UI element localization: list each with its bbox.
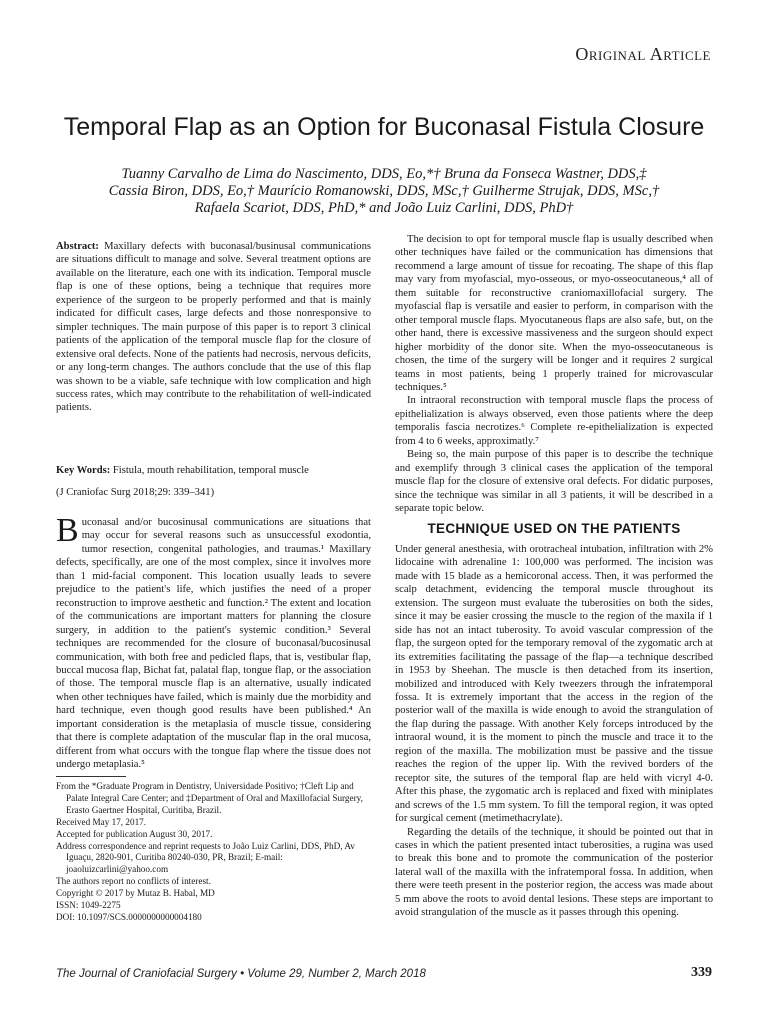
footnote-issn: ISSN: 1049-2275 (56, 900, 121, 911)
page-number: 339 (691, 965, 712, 980)
footnotes (56, 781, 371, 924)
author-line: Cassia Biron, DDS, Eo,† Maurício Romanowski, DDS, MSc,† Guilherme Strujak, DDS, MSc,† (108, 183, 660, 199)
abstract-label: Abstract: (56, 241, 99, 252)
paragraph: Being so, the main purpose of this paper is to describe the technique and exemplify through 3 clinical cases the application of the temporal muscle flap for the closure of extensive oral defects. For didatic purposes, since the technique was similar in all 3 patients, it will be described in a separate topic below. (395, 449, 713, 515)
paragraph: Under general anesthesia, with orotracheal intubation, infiltration with 2% lidocaine with adrenaline 1: 100,000 was performed. The incision was made with 15 blade as a hemicoronal access. Then, it was performed the scalp detachment, evidencing the temporal muscle throughout its extension. The surgeon must evaluate the tuberosities on both the sides, since it may be easier crossing the muscle to the region of the maxila if 1 side has not an intact tuberosity. To avoid vascular compression of the flap, the surgeon opted for the temporary removal of the zygomatic arch at its extremities facilitating the passage of the flap—a technique described in 1953 by Sheehan. The muscle is then detached from its insertion, mobilized and introduced with Kely tweezers through the infratemporal fossa. It is extremely important that the access in the region of the posterior wall of the maxilla is wide enough to avoid the strangulation of the flap during the passage. With another Kely forceps introduced by the intraoral wound, it is the moment to pinch the muscle and trace it to the region of the maxilla. The mobilization must be passive and the tissue reaches the region of the upper lip. With the revived borders of the receptor site, the sutures of the temporal flap are held with vicryl 4-0. After this phase, the zygomatic arch is replaced and fixed with miniplates and screws of the 1.5 mm system. To fill the temporal region, it was opted for surgical cement (metimethacrylate). (395, 544, 713, 825)
footnote-doi: DOI: 10.1097/SCS.0000000000004180 (56, 911, 202, 922)
footnote-conflicts: The authors report no conflicts of interest. (56, 876, 211, 887)
paragraph: In intraoral reconstruction with temporal muscle flaps the process of epithelialization is always observed, even those patients where the deep temporalis fascia necrotizes.⁶ Complete re-epithelialization is expected from 4 to 6 weeks, approximatly.⁷ (395, 395, 713, 447)
section-label: Original Article (575, 44, 711, 64)
abstract-text: Maxillary defects with buconasal/businusal communications are situations difficult to manage and solve. Several treatment options are available on the literature, each one with its indication. Temporal muscle flap is one of these options, being a technique that requires more experience of the surgeon to be properly performed and that is mainly indicated for difficult cases, large defects and those nonresponsive to simpler techniques. The main purpose of this paper is to report 3 clinical patients of the application of the temporal muscle flap for the closure of extensive oral defects. None of the patients had necrosis, nervous deficits, or any long-term changes. The authors conclude that the use of this flap was shown to be a viable, safe technique with low complication and high success rates, which may contribute to the rehabilitation of well-indicated patients. (56, 241, 371, 414)
citation: (J Craniofac Surg 2018;29: 339–341) (56, 487, 215, 498)
keywords (56, 464, 371, 477)
abstract (56, 240, 371, 415)
journal-footer: The Journal of Craniofacial Surgery • Volume 29, Number 2, March 2018 (56, 968, 426, 980)
keywords-label: Key Words: (56, 465, 111, 476)
intro-paragraph (56, 512, 371, 772)
author-line: Rafaela Scariot, DDS, PhD,* and João Luiz Carlini, DDS, PhD† (194, 200, 574, 216)
author-line: Tuanny Carvalho de Lima do Nascimento, DDS, Eo,*† Bruna da Fonseca Wastner, DDS,‡ (121, 166, 647, 182)
drop-cap: B (56, 512, 79, 549)
technique-section (395, 543, 713, 920)
footnote-received: Received May 17, 2017. (56, 816, 147, 827)
keywords-text: Fistula, mouth rehabilitation, temporal muscle (112, 465, 309, 476)
paragraph: The decision to opt for temporal muscle flap is usually described when other techniques have failed or the communication has dimensions that recommend a large amount of tissue for recoating. The shape of this flap may vary from myofascial, myo-osseous, or myo-osseocutaneous,⁴ all of them suitable for reconstructive craniomaxillofacial surgery. The myofascial flap is versatile and easier to perform, in comparison with the other temporal muscle flaps. Myocutaneous flaps are also safe, but, on the other hand, there is excessive massiveness and the surgeon should expect higher morbidity of the donor site. When the myo-osseocutaneous is chosen, the time of the surgery will be longer and it requires 2 surgical teams in most patients, being 1 properly trained for microvascular techniques.⁵ (395, 234, 713, 393)
article-title: Temporal Flap as an Option for Buconasal Fistula Closure (63, 113, 705, 141)
intro-continued (395, 233, 713, 516)
section-heading: TECHNIQUE USED ON THE PATIENTS (427, 521, 681, 536)
footnote-affiliations: From the *Graduate Program in Dentistry, Universidade Positivo; †Cleft Lip and Palate Integral Care Center; and ‡Department of Oral and Maxillofacial Surgery, Erasto Gaertner Hospital, Curitiba, Brazil. (56, 781, 363, 815)
author-list (60, 166, 708, 217)
intro-text: uconasal and/or bucosinusal communications are situations that may occur for several reasons such as unsuccessful exodontia, tumor resection, congenital pathologies, and traumas.¹ Maxillary defects, specifically, are one of the most complex, since it involves more than 1 mid-facial component. This location usually leads to severe prejudice to the patient's life, which justifies the need of a proper reconstruction to improve aesthetic and function.² The extent and location of the communications are important matters for planning the closure surgery, in addition to the patient's systemic condition.³ Several techniques are recommended for the closure of buconasal/bucosinusal communication, with both free and pedicled flaps, that is, vestibular flap, buccal mucosa flap, Bichat fat, palatal flap, tongue flap, or the association of those. The temporal muscle flap is an alternative, usually indicated when other techniques have failed, which is mainly due the morbidity and hard technique, even though good results have been published.⁴ An important consideration is the metaplasia of muscle tissue, considering that there is complete adaptation of the muscular flap in the oral mucosa, different from what occurs with the tongue flap where the tissue does not undergo metaplasia.⁵ (56, 517, 371, 771)
paragraph: Regarding the details of the technique, it should be pointed out that in cases in which the patient presented intact tuberosities, a rugina was used to break this bone and to promote the communication of the posterior lateral wall of the maxilla with the infratemporal fossa. In addition, when there were teeth present in the posterior region, the access was made about 5 mm above the roots to avoid dental lesions. These steps are important to avoid strangulation of the muscle as it passes through this opening. (395, 826, 713, 919)
footnote-copyright: Copyright © 2017 by Mutaz B. Habal, MD (56, 888, 215, 899)
footnote-divider (56, 776, 126, 777)
footnote-accepted: Accepted for publication August 30, 2017. (56, 828, 213, 839)
footnote-correspondence: Address correspondence and reprint requests to João Luiz Carlini, DDS, PhD, Av Iguaçu, 2820-901, Curitiba 80240-030, PR, Brazil; E-mail: joaoluizcarlini@yahoo.com (56, 840, 355, 875)
